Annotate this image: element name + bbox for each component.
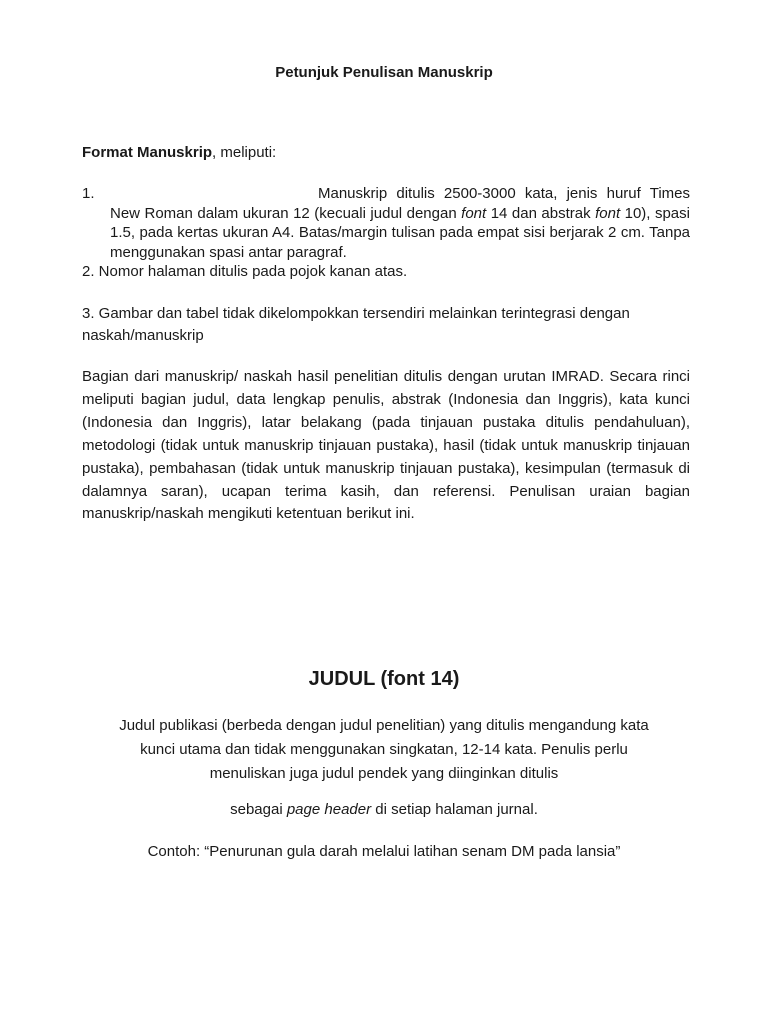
page-header-note	[0, 801, 768, 818]
page-header-after: di setiap halaman jurnal.	[371, 801, 538, 818]
document-title: Petunjuk Penulisan Manuskrip	[275, 64, 493, 81]
list-item-3: 3. Gambar dan tabel tidak dikelompokkan tersendiri melainkan terintegrasi dengan naskah/manuskrip	[82, 305, 630, 344]
contoh-example: Contoh: “Penurunan gula darah melalui latihan senam DM pada lansia”	[147, 843, 621, 860]
judul-heading: JUDUL (font 14)	[308, 668, 460, 690]
format-heading-rest: , meliputi:	[212, 144, 277, 161]
format-heading-bold: Format Manuskrip	[82, 144, 213, 161]
judul-description	[82, 714, 686, 786]
judul-desc-line1: Judul publikasi (berbeda dengan judul penelitian) yang ditulis mengandung kata	[119, 717, 649, 734]
list-item-1-part1: Manuskrip ditulis 2500-3000 kata, jenis huruf Times New Roman dalam ukuran 12 (kecuali judul dengan	[110, 185, 690, 222]
list-item-1-part2: 14 dan abstrak	[486, 204, 596, 222]
list-item-1-number: 1.	[82, 185, 95, 202]
list-item-2: 2. Nomor halaman ditulis pada pojok kanan atas.	[82, 263, 408, 280]
list-item-1-italic2: font	[595, 204, 621, 222]
judul-desc-line2: kunci utama dan tidak menggunakan singkatan, 12-14 kata. Penulis perlu	[140, 741, 628, 758]
list-item-1-text	[110, 184, 690, 262]
list-item-1-part3: 10), spasi 1.5, pada kertas ukuran A4. Batas/margin tulisan pada empat sisi berjarak 2 cm. Tanpa menggunakan spasi antar paragraf.	[110, 204, 690, 261]
list-item-1-italic1: font	[461, 204, 487, 222]
imrad-paragraph: Bagian dari manuskrip/ naskah hasil penelitian ditulis dengan urutan IMRAD. Secara rinci meliputi bagian judul, data lengkap penulis, abstrak (Indonesia dan Inggris), kata kunci (Indonesia dan Inggris), latar belakang (pada tinjauan pustaka ditulis pendahuluan), metodologi (tidak untuk manuskrip tinjauan pustaka), hasil (tidak untuk manuskrip tinjauan pustaka), pembahasan (tidak untuk manuskrip tinjauan pustaka), kesimpulan (termasuk di dalamnya saran), ucapan terima kasih, dan referensi. Penulisan uraian bagian manuskrip/naskah mengikuti ketentuan berikut ini.	[82, 368, 690, 523]
page-header-before: sebagai	[230, 801, 287, 818]
page-header-italic: page header	[286, 801, 372, 818]
list-item-1	[82, 184, 690, 262]
judul-desc-line3: menuliskan juga judul pendek yang diinginkan ditulis	[209, 765, 559, 782]
format-heading	[82, 144, 276, 161]
